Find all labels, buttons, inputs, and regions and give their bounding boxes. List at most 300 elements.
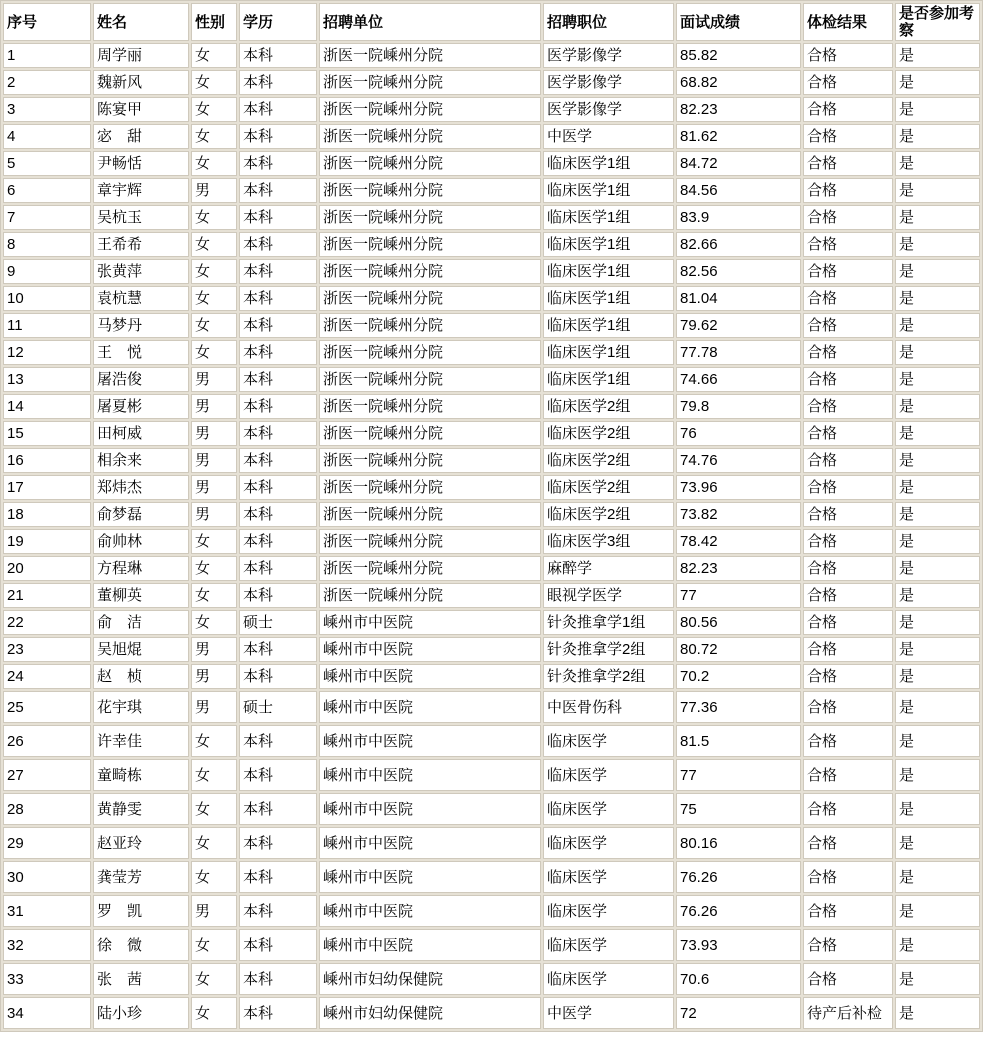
cell-position: 临床医学2组: [543, 502, 674, 527]
cell-physical_result: 合格: [803, 827, 893, 859]
cell-score: 73.93: [676, 929, 801, 961]
cell-score: 79.62: [676, 313, 801, 338]
cell-index: 6: [3, 178, 91, 203]
cell-gender: 男: [191, 448, 237, 473]
cell-name: 俞梦磊: [93, 502, 189, 527]
cell-physical_result: 合格: [803, 205, 893, 230]
cell-index: 34: [3, 997, 91, 1029]
cell-score: 77.36: [676, 691, 801, 723]
cell-index: 21: [3, 583, 91, 608]
table-row: [3, 502, 980, 527]
cell-name: 田柯威: [93, 421, 189, 446]
cell-score: 70.6: [676, 963, 801, 995]
cell-gender: 男: [191, 367, 237, 392]
cell-name: 郑炜杰: [93, 475, 189, 500]
cell-gender: 女: [191, 151, 237, 176]
cell-education: 本科: [239, 637, 317, 662]
cell-index: 15: [3, 421, 91, 446]
cell-name: 王 悦: [93, 340, 189, 365]
cell-position: 医学影像学: [543, 97, 674, 122]
cell-education: 本科: [239, 205, 317, 230]
cell-name: 许幸佳: [93, 725, 189, 757]
cell-physical_result: 合格: [803, 232, 893, 257]
cell-employer: 嵊州市中医院: [319, 610, 541, 635]
cell-score: 82.23: [676, 97, 801, 122]
cell-name: 童畸栋: [93, 759, 189, 791]
cell-index: 4: [3, 124, 91, 149]
cell-score: 81.04: [676, 286, 801, 311]
cell-name: 章宇辉: [93, 178, 189, 203]
table-row: [3, 793, 980, 825]
cell-name: 张黄萍: [93, 259, 189, 284]
cell-score: 72: [676, 997, 801, 1029]
cell-employer: 浙医一院嵊州分院: [319, 43, 541, 68]
cell-score: 76.26: [676, 895, 801, 927]
table-row: [3, 259, 980, 284]
cell-position: 针灸推拿学2组: [543, 637, 674, 662]
cell-physical_result: 合格: [803, 394, 893, 419]
cell-education: 本科: [239, 793, 317, 825]
cell-physical_result: 合格: [803, 70, 893, 95]
cell-employer: 浙医一院嵊州分院: [319, 367, 541, 392]
cell-physical_result: 合格: [803, 664, 893, 689]
cell-index: 8: [3, 232, 91, 257]
cell-inspection: 是: [895, 610, 980, 635]
cell-name: 张 茜: [93, 963, 189, 995]
table-row: [3, 232, 980, 257]
cell-position: 临床医学1组: [543, 232, 674, 257]
cell-score: 78.42: [676, 529, 801, 554]
cell-name: 尹畅恬: [93, 151, 189, 176]
cell-score: 75: [676, 793, 801, 825]
cell-score: 82.56: [676, 259, 801, 284]
header-name: 姓名: [93, 3, 189, 41]
cell-inspection: 是: [895, 759, 980, 791]
table-row: [3, 861, 980, 893]
cell-inspection: 是: [895, 232, 980, 257]
cell-name: 屠浩俊: [93, 367, 189, 392]
cell-name: 屠夏彬: [93, 394, 189, 419]
cell-inspection: 是: [895, 502, 980, 527]
cell-employer: 浙医一院嵊州分院: [319, 259, 541, 284]
cell-index: 29: [3, 827, 91, 859]
table-row: [3, 70, 980, 95]
cell-gender: 男: [191, 895, 237, 927]
cell-physical_result: 合格: [803, 124, 893, 149]
header-inspection: 是否参加考察: [895, 3, 980, 41]
cell-index: 17: [3, 475, 91, 500]
table-row: [3, 529, 980, 554]
cell-physical_result: 合格: [803, 97, 893, 122]
cell-position: 临床医学1组: [543, 286, 674, 311]
cell-score: 73.96: [676, 475, 801, 500]
cell-position: 临床医学1组: [543, 205, 674, 230]
cell-gender: 男: [191, 637, 237, 662]
cell-employer: 浙医一院嵊州分院: [319, 205, 541, 230]
cell-position: 临床医学2组: [543, 448, 674, 473]
cell-physical_result: 合格: [803, 178, 893, 203]
cell-education: 本科: [239, 475, 317, 500]
cell-employer: 嵊州市中医院: [319, 861, 541, 893]
cell-inspection: 是: [895, 340, 980, 365]
cell-name: 方程琳: [93, 556, 189, 581]
cell-employer: 嵊州市中医院: [319, 725, 541, 757]
table-row: [3, 313, 980, 338]
cell-inspection: 是: [895, 394, 980, 419]
table-row: [3, 759, 980, 791]
cell-index: 14: [3, 394, 91, 419]
cell-inspection: 是: [895, 929, 980, 961]
cell-inspection: 是: [895, 259, 980, 284]
cell-physical_result: 合格: [803, 861, 893, 893]
cell-physical_result: 合格: [803, 793, 893, 825]
cell-employer: 浙医一院嵊州分院: [319, 70, 541, 95]
cell-gender: 男: [191, 178, 237, 203]
cell-position: 临床医学1组: [543, 367, 674, 392]
cell-name: 陈宴甲: [93, 97, 189, 122]
cell-gender: 女: [191, 43, 237, 68]
cell-position: 临床医学: [543, 895, 674, 927]
cell-index: 30: [3, 861, 91, 893]
cell-inspection: 是: [895, 997, 980, 1029]
cell-employer: 浙医一院嵊州分院: [319, 286, 541, 311]
cell-physical_result: 合格: [803, 259, 893, 284]
cell-score: 80.72: [676, 637, 801, 662]
cell-index: 28: [3, 793, 91, 825]
cell-score: 80.56: [676, 610, 801, 635]
cell-gender: 女: [191, 583, 237, 608]
cell-inspection: 是: [895, 205, 980, 230]
cell-gender: 女: [191, 205, 237, 230]
cell-employer: 浙医一院嵊州分院: [319, 448, 541, 473]
cell-inspection: 是: [895, 583, 980, 608]
cell-education: 本科: [239, 556, 317, 581]
cell-physical_result: 合格: [803, 895, 893, 927]
cell-gender: 女: [191, 861, 237, 893]
cell-education: 本科: [239, 259, 317, 284]
table-row: [3, 43, 980, 68]
table-row: [3, 610, 980, 635]
cell-score: 73.82: [676, 502, 801, 527]
cell-score: 85.82: [676, 43, 801, 68]
cell-education: 本科: [239, 725, 317, 757]
cell-employer: 浙医一院嵊州分院: [319, 232, 541, 257]
cell-education: 本科: [239, 997, 317, 1029]
cell-score: 74.76: [676, 448, 801, 473]
header-position: 招聘职位: [543, 3, 674, 41]
cell-education: 本科: [239, 421, 317, 446]
cell-physical_result: 合格: [803, 759, 893, 791]
cell-position: 临床医学: [543, 861, 674, 893]
cell-position: 麻醉学: [543, 556, 674, 581]
cell-education: 本科: [239, 394, 317, 419]
cell-index: 31: [3, 895, 91, 927]
cell-gender: 女: [191, 793, 237, 825]
cell-inspection: 是: [895, 178, 980, 203]
cell-name: 宓 甜: [93, 124, 189, 149]
cell-employer: 浙医一院嵊州分院: [319, 178, 541, 203]
cell-employer: 嵊州市中医院: [319, 691, 541, 723]
cell-position: 临床医学1组: [543, 178, 674, 203]
cell-physical_result: 合格: [803, 556, 893, 581]
cell-education: 本科: [239, 70, 317, 95]
cell-position: 眼视学医学: [543, 583, 674, 608]
cell-physical_result: 合格: [803, 929, 893, 961]
cell-position: 临床医学1组: [543, 151, 674, 176]
cell-score: 70.2: [676, 664, 801, 689]
cell-gender: 女: [191, 70, 237, 95]
cell-employer: 浙医一院嵊州分院: [319, 124, 541, 149]
cell-gender: 男: [191, 664, 237, 689]
table-row: [3, 895, 980, 927]
cell-education: 本科: [239, 43, 317, 68]
table-row: [3, 583, 980, 608]
header-gender: 性别: [191, 3, 237, 41]
cell-inspection: 是: [895, 529, 980, 554]
cell-gender: 女: [191, 929, 237, 961]
cell-gender: 男: [191, 394, 237, 419]
cell-gender: 女: [191, 97, 237, 122]
table-row: [3, 637, 980, 662]
cell-gender: 男: [191, 691, 237, 723]
cell-employer: 嵊州市中医院: [319, 793, 541, 825]
cell-name: 周学丽: [93, 43, 189, 68]
cell-inspection: 是: [895, 313, 980, 338]
cell-physical_result: 合格: [803, 151, 893, 176]
cell-index: 19: [3, 529, 91, 554]
cell-employer: 浙医一院嵊州分院: [319, 340, 541, 365]
cell-index: 25: [3, 691, 91, 723]
cell-physical_result: 合格: [803, 502, 893, 527]
cell-score: 77: [676, 759, 801, 791]
cell-name: 马梦丹: [93, 313, 189, 338]
table-row: [3, 963, 980, 995]
cell-score: 80.16: [676, 827, 801, 859]
cell-index: 7: [3, 205, 91, 230]
cell-inspection: 是: [895, 286, 980, 311]
cell-employer: 浙医一院嵊州分院: [319, 394, 541, 419]
cell-position: 临床医学2组: [543, 421, 674, 446]
header-employer: 招聘单位: [319, 3, 541, 41]
cell-inspection: 是: [895, 70, 980, 95]
cell-index: 1: [3, 43, 91, 68]
cell-name: 王希希: [93, 232, 189, 257]
cell-index: 12: [3, 340, 91, 365]
header-education: 学历: [239, 3, 317, 41]
cell-education: 本科: [239, 664, 317, 689]
cell-index: 5: [3, 151, 91, 176]
cell-education: 本科: [239, 286, 317, 311]
cell-inspection: 是: [895, 793, 980, 825]
cell-position: 针灸推拿学2组: [543, 664, 674, 689]
cell-score: 81.5: [676, 725, 801, 757]
cell-score: 84.72: [676, 151, 801, 176]
cell-inspection: 是: [895, 421, 980, 446]
cell-position: 临床医学: [543, 963, 674, 995]
table-row: [3, 725, 980, 757]
cell-position: 临床医学: [543, 725, 674, 757]
cell-name: 相余来: [93, 448, 189, 473]
cell-employer: 浙医一院嵊州分院: [319, 475, 541, 500]
cell-inspection: 是: [895, 448, 980, 473]
cell-employer: 浙医一院嵊州分院: [319, 502, 541, 527]
cell-score: 76: [676, 421, 801, 446]
cell-inspection: 是: [895, 151, 980, 176]
cell-gender: 女: [191, 286, 237, 311]
cell-index: 9: [3, 259, 91, 284]
cell-employer: 浙医一院嵊州分院: [319, 583, 541, 608]
table-row: [3, 421, 980, 446]
cell-physical_result: 合格: [803, 691, 893, 723]
cell-index: 13: [3, 367, 91, 392]
table-row: [3, 997, 980, 1029]
cell-position: 临床医学: [543, 793, 674, 825]
cell-position: 针灸推拿学1组: [543, 610, 674, 635]
header-physical_result: 体检结果: [803, 3, 893, 41]
cell-gender: 女: [191, 556, 237, 581]
cell-employer: 浙医一院嵊州分院: [319, 529, 541, 554]
cell-education: 硕士: [239, 610, 317, 635]
cell-employer: 嵊州市中医院: [319, 929, 541, 961]
cell-physical_result: 合格: [803, 340, 893, 365]
cell-education: 本科: [239, 827, 317, 859]
cell-education: 本科: [239, 929, 317, 961]
cell-position: 临床医学: [543, 929, 674, 961]
cell-education: 本科: [239, 124, 317, 149]
cell-physical_result: 合格: [803, 475, 893, 500]
cell-gender: 女: [191, 997, 237, 1029]
cell-name: 花宇琪: [93, 691, 189, 723]
cell-physical_result: 合格: [803, 583, 893, 608]
cell-position: 临床医学1组: [543, 313, 674, 338]
cell-name: 陆小珍: [93, 997, 189, 1029]
cell-education: 本科: [239, 178, 317, 203]
cell-education: 本科: [239, 151, 317, 176]
cell-education: 本科: [239, 367, 317, 392]
cell-physical_result: 合格: [803, 529, 893, 554]
table-row: [3, 286, 980, 311]
cell-education: 本科: [239, 502, 317, 527]
cell-index: 18: [3, 502, 91, 527]
cell-name: 魏新风: [93, 70, 189, 95]
cell-physical_result: 合格: [803, 313, 893, 338]
table-body: [3, 43, 980, 1029]
cell-score: 77.78: [676, 340, 801, 365]
cell-physical_result: 合格: [803, 448, 893, 473]
cell-index: 11: [3, 313, 91, 338]
cell-score: 83.9: [676, 205, 801, 230]
cell-inspection: 是: [895, 691, 980, 723]
cell-index: 20: [3, 556, 91, 581]
cell-inspection: 是: [895, 895, 980, 927]
cell-name: 俞帅林: [93, 529, 189, 554]
cell-physical_result: 合格: [803, 421, 893, 446]
cell-education: 本科: [239, 759, 317, 791]
cell-index: 10: [3, 286, 91, 311]
cell-name: 董柳英: [93, 583, 189, 608]
header-row: [3, 3, 980, 41]
cell-inspection: 是: [895, 556, 980, 581]
cell-gender: 女: [191, 259, 237, 284]
cell-inspection: 是: [895, 43, 980, 68]
cell-physical_result: 合格: [803, 43, 893, 68]
cell-education: 本科: [239, 529, 317, 554]
cell-name: 赵亚玲: [93, 827, 189, 859]
table-row: [3, 448, 980, 473]
cell-inspection: 是: [895, 827, 980, 859]
cell-education: 本科: [239, 340, 317, 365]
cell-physical_result: 合格: [803, 286, 893, 311]
table-row: [3, 664, 980, 689]
cell-index: 23: [3, 637, 91, 662]
cell-education: 本科: [239, 583, 317, 608]
cell-gender: 女: [191, 313, 237, 338]
cell-employer: 嵊州市妇幼保健院: [319, 963, 541, 995]
cell-position: 医学影像学: [543, 70, 674, 95]
cell-physical_result: 合格: [803, 367, 893, 392]
cell-score: 82.23: [676, 556, 801, 581]
cell-gender: 女: [191, 124, 237, 149]
cell-score: 81.62: [676, 124, 801, 149]
cell-physical_result: 合格: [803, 725, 893, 757]
cell-score: 84.56: [676, 178, 801, 203]
cell-score: 79.8: [676, 394, 801, 419]
cell-index: 22: [3, 610, 91, 635]
cell-gender: 女: [191, 610, 237, 635]
cell-inspection: 是: [895, 664, 980, 689]
cell-physical_result: 合格: [803, 610, 893, 635]
cell-name: 吴杭玉: [93, 205, 189, 230]
cell-education: 本科: [239, 895, 317, 927]
cell-inspection: 是: [895, 725, 980, 757]
table-row: [3, 178, 980, 203]
cell-employer: 嵊州市中医院: [319, 827, 541, 859]
cell-inspection: 是: [895, 637, 980, 662]
cell-position: 临床医学2组: [543, 394, 674, 419]
cell-name: 罗 凯: [93, 895, 189, 927]
cell-employer: 嵊州市中医院: [319, 664, 541, 689]
cell-score: 82.66: [676, 232, 801, 257]
cell-gender: 女: [191, 759, 237, 791]
cell-name: 赵 桢: [93, 664, 189, 689]
cell-position: 临床医学1组: [543, 340, 674, 365]
table-row: [3, 205, 980, 230]
cell-gender: 男: [191, 502, 237, 527]
cell-index: 27: [3, 759, 91, 791]
cell-position: 中医学: [543, 124, 674, 149]
cell-employer: 嵊州市妇幼保健院: [319, 997, 541, 1029]
cell-index: 2: [3, 70, 91, 95]
cell-inspection: 是: [895, 475, 980, 500]
cell-education: 本科: [239, 232, 317, 257]
cell-index: 26: [3, 725, 91, 757]
cell-employer: 嵊州市中医院: [319, 637, 541, 662]
cell-gender: 女: [191, 963, 237, 995]
cell-gender: 男: [191, 475, 237, 500]
cell-inspection: 是: [895, 367, 980, 392]
cell-gender: 女: [191, 827, 237, 859]
table-row: [3, 929, 980, 961]
cell-index: 33: [3, 963, 91, 995]
cell-name: 黄静雯: [93, 793, 189, 825]
cell-score: 76.26: [676, 861, 801, 893]
cell-inspection: 是: [895, 963, 980, 995]
cell-position: 临床医学1组: [543, 259, 674, 284]
cell-education: 本科: [239, 861, 317, 893]
table-row: [3, 691, 980, 723]
cell-inspection: 是: [895, 861, 980, 893]
cell-name: 吴旭焜: [93, 637, 189, 662]
